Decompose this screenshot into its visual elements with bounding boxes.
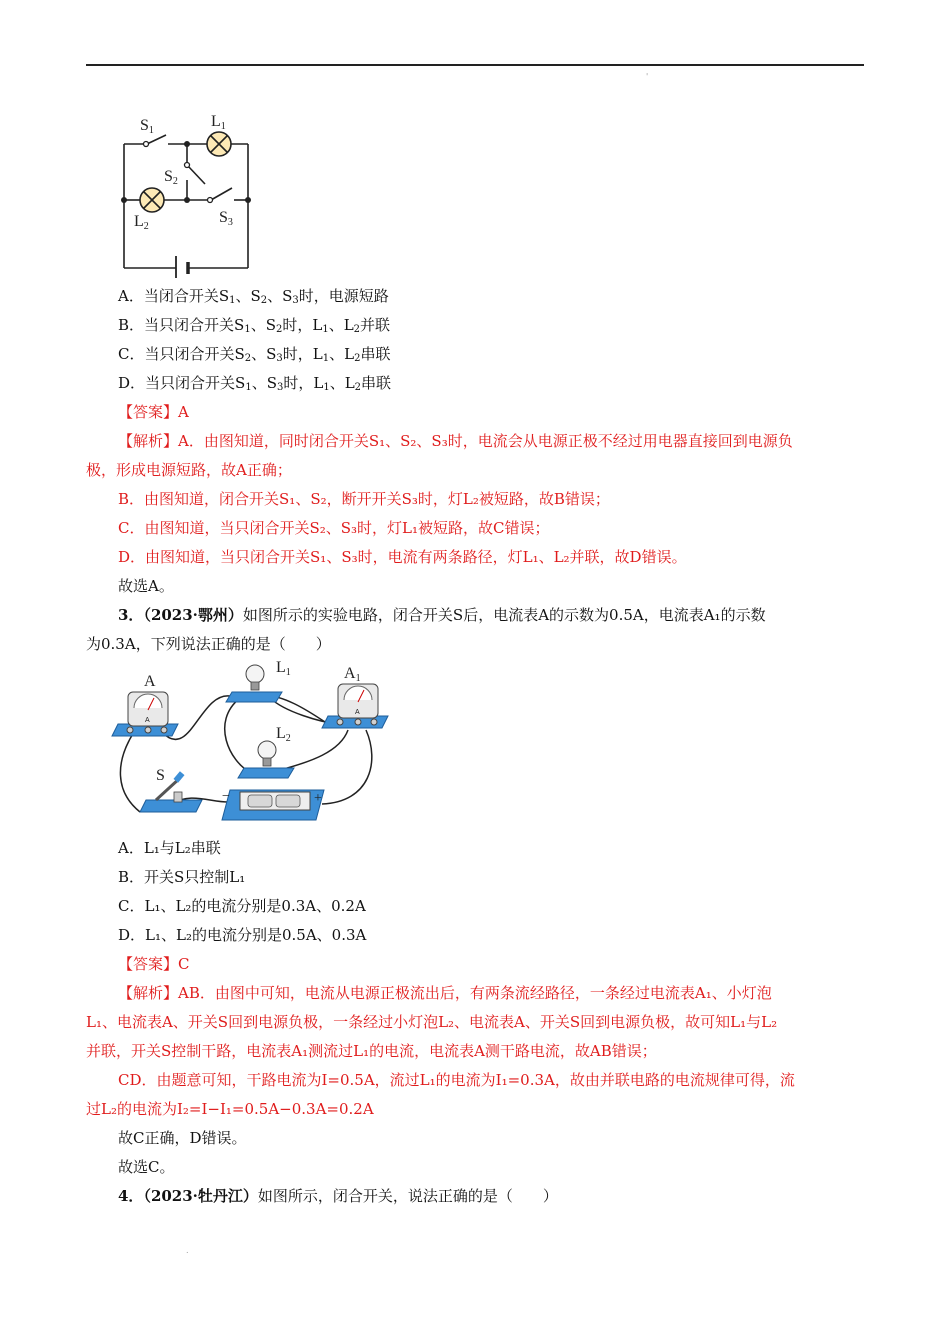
battery-box-icon: [222, 790, 324, 820]
analysis-line: B．由图知道，闭合开关S₁、S₂，断开开关S₃时，灯L₂被短路，故B错误；: [118, 490, 610, 508]
ammeter-a-icon: [112, 692, 178, 736]
lamp-l2-icon: [140, 188, 164, 212]
option-b: B．开关S只控制L₁: [118, 868, 246, 886]
lamp-l1-icon: [207, 132, 231, 156]
question-3-stem-cont: 为0.3A，下列说法正确的是（ ）: [86, 635, 331, 653]
scan-mark: .: [186, 1246, 189, 1255]
option-a: A．L₁与L₂串联: [118, 839, 221, 857]
svg-text:A: A: [144, 673, 156, 690]
svg-text:L2: L2: [134, 213, 149, 232]
header-rule: [86, 64, 864, 66]
scan-mark: ': [646, 72, 649, 81]
svg-text:S1: S1: [140, 117, 154, 136]
svg-text:A1: A1: [344, 665, 361, 684]
switch-s-icon: [140, 771, 202, 812]
option-b: B．当只闭合开关$S_1$、$S_2$时，$L_1$、$L_2$并联: [118, 316, 391, 335]
svg-text:+: +: [314, 791, 322, 806]
option-d: D．当只闭合开关$S_1$、$S_3$时，$L_1$、$L_2$串联: [118, 374, 392, 393]
svg-text:−: −: [222, 789, 230, 804]
analysis-line: D．由图知道，当只闭合开关S₁、S₃时，电流有两条路径，灯L₁、L₂并联，故D错误。: [118, 548, 687, 566]
bulb-l1-icon: [226, 665, 282, 702]
battery-icon: [176, 256, 188, 278]
bulb-l2-icon: [238, 741, 294, 778]
conclusion: 故选C。: [118, 1158, 175, 1176]
analysis-line: 过L₂的电流为I₂=I−I₁=0.5A−0.3A=0.2A: [86, 1100, 374, 1118]
analysis-line: 【解析】A．由图知道，同时闭合开关S₁、S₂、S₃时，电流会从电源正极不经过用电器直接回到电源负: [118, 432, 793, 450]
conclusion: 故C正确，D错误。: [118, 1129, 247, 1147]
svg-text:S2: S2: [164, 168, 178, 187]
analysis-line: 并联，开关S控制干路，电流表A₁测流过L₁的电流，电流表A测干路电流，故AB错误；: [86, 1042, 657, 1060]
analysis-line: 极，形成电源短路，故A正确；: [86, 461, 292, 479]
svg-text:L1: L1: [211, 113, 226, 132]
analysis-line: CD．由题意可知，干路电流为I=0.5A，流过L₁的电流为I₁=0.3A，故由并联电路的电流规律可得，流: [118, 1071, 795, 1089]
answer: 【答案】A: [118, 403, 189, 421]
analysis-line: 【解析】AB．由图中可知，电流从电源正极流出后，有两条流经路径，一条经过电流表A₁、小灯泡: [118, 984, 772, 1002]
svg-text:S3: S3: [219, 209, 233, 228]
svg-text:S: S: [156, 767, 165, 784]
option-d: D．L₁、L₂的电流分别是0.5A、0.3A: [118, 926, 367, 944]
conclusion: 故选A。: [118, 577, 174, 595]
question-4-stem: 4．（2023·牡丹江）如图所示，闭合开关，说法正确的是（ ）: [118, 1187, 558, 1205]
option-c: C．当只闭合开关$S_2$、$S_3$时，$L_1$、$L_2$串联: [118, 345, 391, 364]
analysis-line: L₁、电流表A、开关S回到电源负极，一条经过小灯泡L₂、电流表A、开关S回到电源负极，故可知L₁与L₂: [86, 1013, 778, 1031]
svg-text:L1: L1: [276, 659, 291, 678]
option-c: C．L₁、L₂的电流分别是0.3A、0.2A: [118, 897, 366, 915]
svg-text:A: A: [355, 709, 360, 716]
question-3-stem: 3．（2023·鄂州）如图所示的实验电路，闭合开关S后，电流表A的示数为0.5A，电流表A₁的示数: [118, 606, 766, 624]
option-a: A．当闭合开关$S_1$、$S_2$、$S_3$时，电源短路: [118, 287, 389, 306]
analysis-line: C．由图知道，当只闭合开关S₂、S₃时，灯L₁被短路，故C错误；: [118, 519, 550, 537]
svg-text:L2: L2: [276, 725, 291, 744]
ammeter-a1-icon: [322, 684, 388, 728]
circuit-diagram-q2: [110, 108, 270, 278]
answer: 【答案】C: [118, 955, 190, 973]
svg-text:A: A: [145, 717, 150, 724]
experiment-circuit-q3: [110, 652, 390, 830]
